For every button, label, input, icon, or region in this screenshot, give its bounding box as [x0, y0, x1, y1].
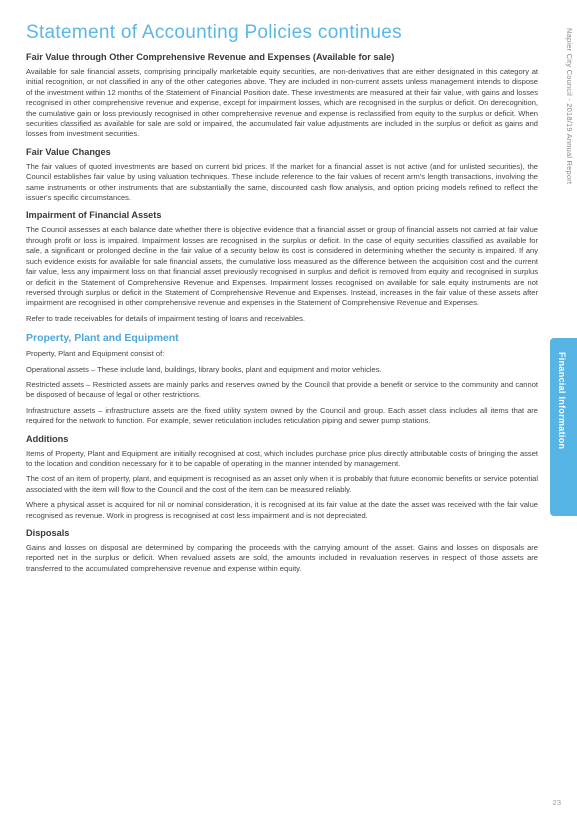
body-paragraph: The cost of an item of property, plant, and equipment is recognised as an asset only when it is probably that future economic benefits or service potential associated with the item will flow to the Council and the cost of the item can be measured reliably. [26, 474, 538, 494]
body-paragraph: Items of Property, Plant and Equipment are initially recognised at cost, which includes purchase price plus directly attributable costs of bringing the asset to the location and condition necessary for it to be capable of operating in the manner intended by management. [26, 448, 538, 468]
section-heading: Property, Plant and Equipment [26, 332, 179, 345]
report-side-label: Napier City Council - 2018/19 Annual Report [565, 28, 574, 185]
body-paragraph: Infrastructure assets – infrastructure assets are the fixed utility system owned by the Council and group. Each asset class includes all items that are required for the network to function. For example, sewer reticulation includes reticulation piping and sewer pump stations. [26, 405, 538, 426]
body-paragraph: Restricted assets – Restricted assets are mainly parks and reserves owned by the Council that provide a benefit or service to the community and cannot be disposed of because of legal or other restrictions. [26, 379, 538, 400]
body-paragraph: Available for sale financial assets, comprising principally marketable equity securities, are non-derivatives that are either designated in this category at initial recognition, or not classified in any of the other categories above. They are included in non-current assets unless management intends to dispose of the investment within 12 months of the Statement of Financial Position date. These investments are measured at their fair value, with gains and losses recognised in other comprehensive revenue and expense, except for impairment losses, which are recognised in the surplus or deficit. On derecognition, the cumulative gain or loss previously recognised in other comprehensive revenue and expense is reclassified from equity to the surplus or deficit. When securities classified as available for sale are sold or impaired, the accumulated fair value adjustments are included in the surplus or deficit as gains and losses from investment securities. [26, 67, 538, 139]
page-title: Statement of Accounting Policies continues [26, 22, 402, 43]
page-number: 23 [552, 798, 561, 807]
section-heading: Disposals [26, 528, 70, 538]
document-body [26, 52, 538, 579]
body-paragraph: Property, Plant and Equipment consist of: [26, 349, 165, 359]
body-paragraph: Where a physical asset is acquired for nil or nominal consideration, it is recognised at its fair value at the date the asset was received with the fair value recognised as revenue. Work in progress is recognised at cost less impairment and is not depreciated. [26, 500, 538, 520]
body-paragraph: The Council assesses at each balance date whether there is objective evidence that a financial asset or group of financial assets not carried at fair value through profit or loss is impaired. Impairment losses are recognised in the surplus or deficit. In the case of equity securities classified as available for sale, a significant or prolonged decline in the fair value of a security below its cost is considered in determining whether the security is impaired. If any such evidence exists for available for sale financial assets, the cumulative loss measured as the difference between the acquisition cost and the current fair value, less any impairment loss on that financial asset previously recognised in surplus and deficit is removed from equity and recognised in surplus or deficit in the Statement of Comprehensive Revenue and Expenses. Impairment losses recognised on available for sale equity instruments are not reversed through surplus or deficit in the Statement of Comprehensive Revenue and Expenses. Instead, increases in the fair value of these assets after impairment are recognised in other comprehensive revenue and expenses in the Statement of Comprehensive Revenue and Expenses. [26, 225, 538, 308]
body-paragraph: Gains and losses on disposal are determined by comparing the proceeds with the carrying amount of the asset. Gains and losses on disposals are reported net in the surplus or deficit. When revalued assets are sold, the amounts included in revaluation reserves in respect of those assets are transferred to the accumulated comprehensive revenue and expense within equity. [26, 543, 538, 573]
section-heading: Additions [26, 433, 69, 444]
section-tab [550, 338, 577, 516]
body-paragraph: The fair values of quoted investments are based on current bid prices. If the market for a financial asset is not active (and for unlisted securities), the Council establishes fair value by using valuation techniques. These include reference to the fair values of recent arm's length transactions, involving the same instruments or other instruments that are substantially the same, discounted cash flow analysis, and option pricing models refined to reflect the issuer's specific circumstances. [26, 161, 538, 203]
section-heading: Fair Value Changes [26, 146, 111, 157]
body-paragraph: Operational assets – These include land, buildings, library books, plant and equipment and motor vehicles. [26, 364, 382, 374]
section-tab-label: Financial Information [557, 352, 567, 450]
section-heading: Fair Value through Other Comprehensive Revenue and Expenses (Available for sale) [26, 52, 395, 62]
section-heading: Impairment of Financial Assets [26, 210, 162, 221]
body-paragraph: Refer to trade receivables for details of impairment testing of loans and receivables. [26, 313, 305, 323]
